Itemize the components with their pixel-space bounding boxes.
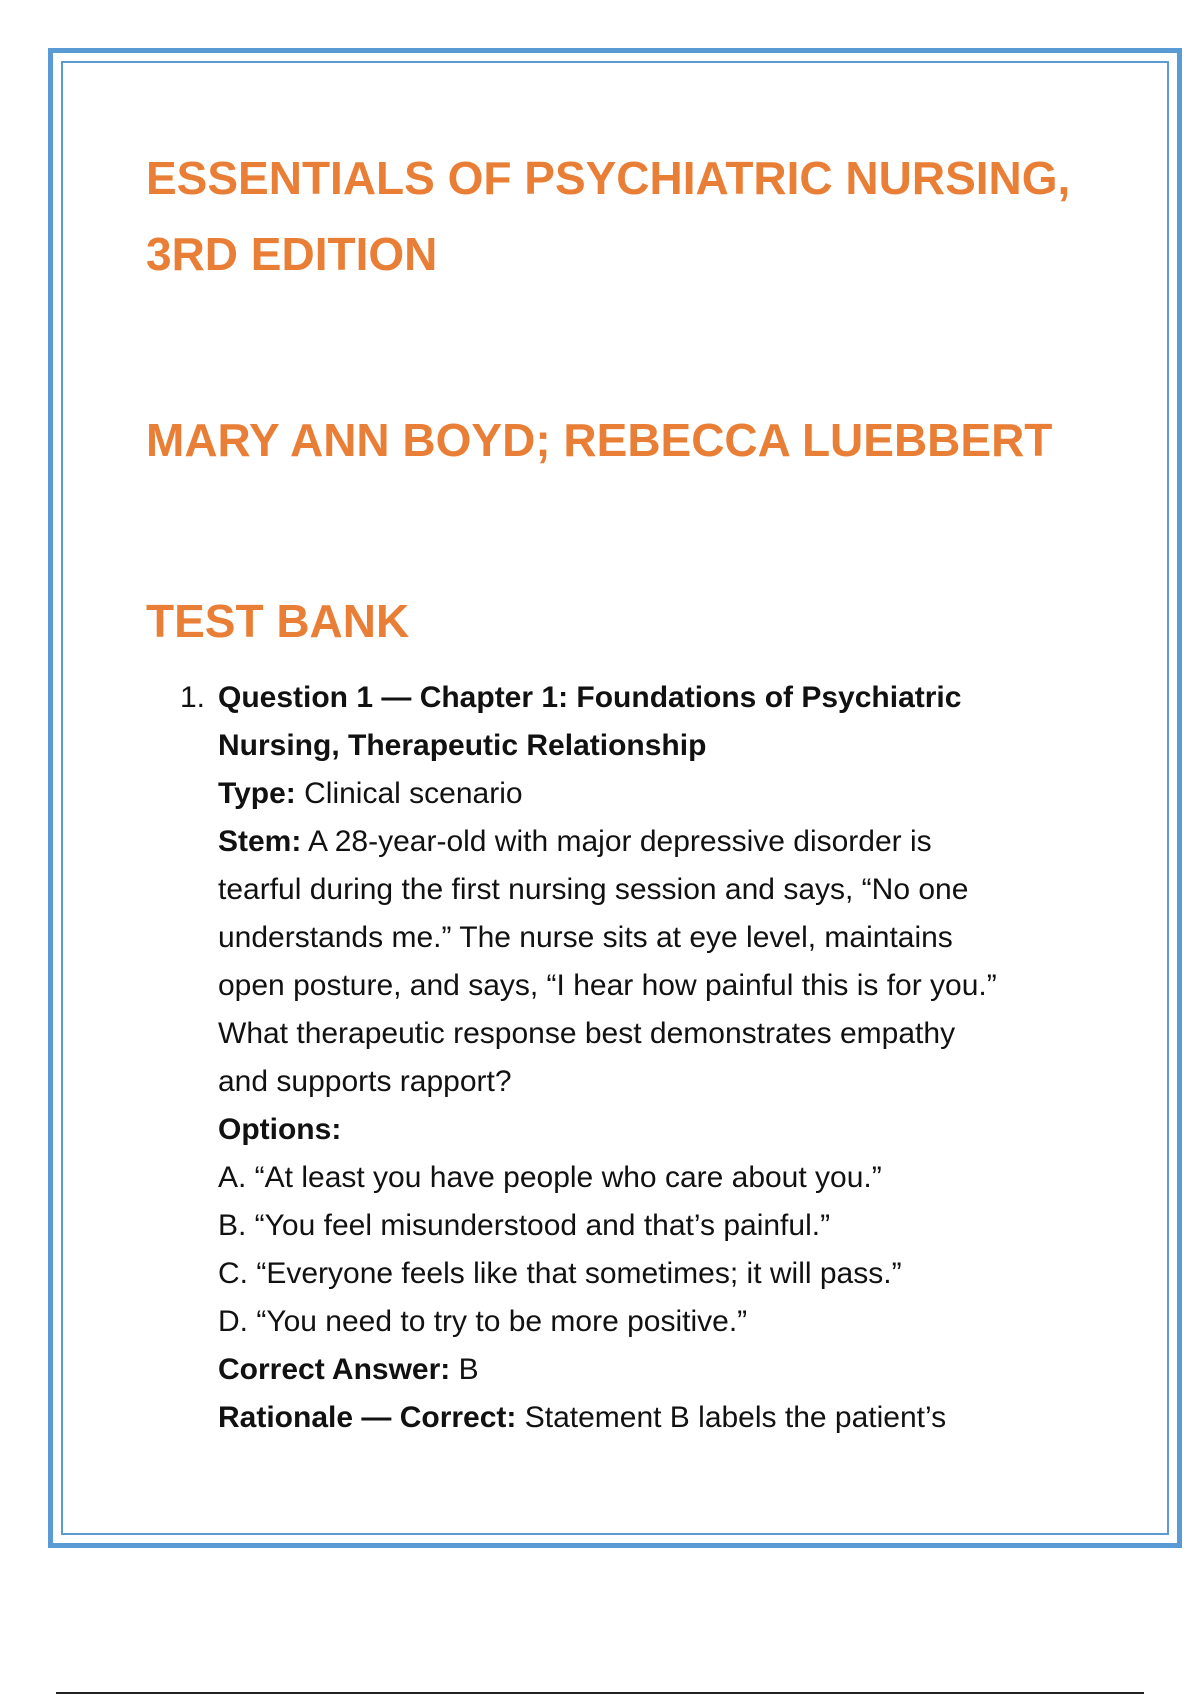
section-title: TEST BANK xyxy=(146,595,410,647)
stem-line-2: tearful during the first nursing session and says, “No one xyxy=(218,873,969,906)
correct-answer xyxy=(218,1346,1100,1394)
stem-line-4: open posture, and says, “I hear how painful this is for you.” xyxy=(218,969,997,1002)
stem-line-5: What therapeutic response best demonstrates empathy xyxy=(218,1017,956,1050)
rationale-label: Rationale — Correct: xyxy=(218,1401,517,1434)
book-title xyxy=(146,140,1106,292)
type-label: Type: xyxy=(218,777,296,810)
option-c: C. “Everyone feels like that sometimes; it will pass.” xyxy=(218,1257,902,1290)
option-a: A. “At least you have people who care about you.” xyxy=(218,1161,882,1194)
options-label: Options: xyxy=(218,1113,342,1146)
question-heading-line-1: Question 1 — Chapter 1: Foundations of Psychiatric xyxy=(218,681,962,714)
type-value: Clinical scenario xyxy=(295,777,523,810)
bottom-divider xyxy=(56,1692,1144,1694)
stem-line-1 xyxy=(218,818,1100,866)
answer-label: Correct Answer: xyxy=(218,1353,451,1386)
stem-text-1: A 28-year-old with major depressive disorder is xyxy=(301,825,932,858)
question-body xyxy=(218,674,1100,1442)
stem-line-3: understands me.” The nurse sits at eye level, maintains xyxy=(218,921,953,954)
stem-label: Stem: xyxy=(218,825,302,858)
question-type xyxy=(218,770,1100,818)
option-b: B. “You feel misunderstood and that’s painful.” xyxy=(218,1209,831,1242)
rationale xyxy=(218,1394,1100,1442)
question-number: 1. xyxy=(180,681,206,714)
book-title-line-1: ESSENTIALS OF PSYCHIATRIC NURSING, xyxy=(146,152,1071,204)
rationale-text: Statement B labels the patient’s xyxy=(516,1401,947,1434)
question-item xyxy=(180,674,1100,1442)
option-d: D. “You need to try to be more positive.” xyxy=(218,1305,748,1338)
question-heading-line-2: Nursing, Therapeutic Relationship xyxy=(218,729,707,762)
book-title-line-2: 3RD EDITION xyxy=(146,228,438,280)
stem-line-6: and supports rapport? xyxy=(218,1065,512,1098)
authors-heading: MARY ANN BOYD; REBECCA LUEBBERT xyxy=(146,414,1053,466)
answer-value: B xyxy=(450,1353,479,1386)
